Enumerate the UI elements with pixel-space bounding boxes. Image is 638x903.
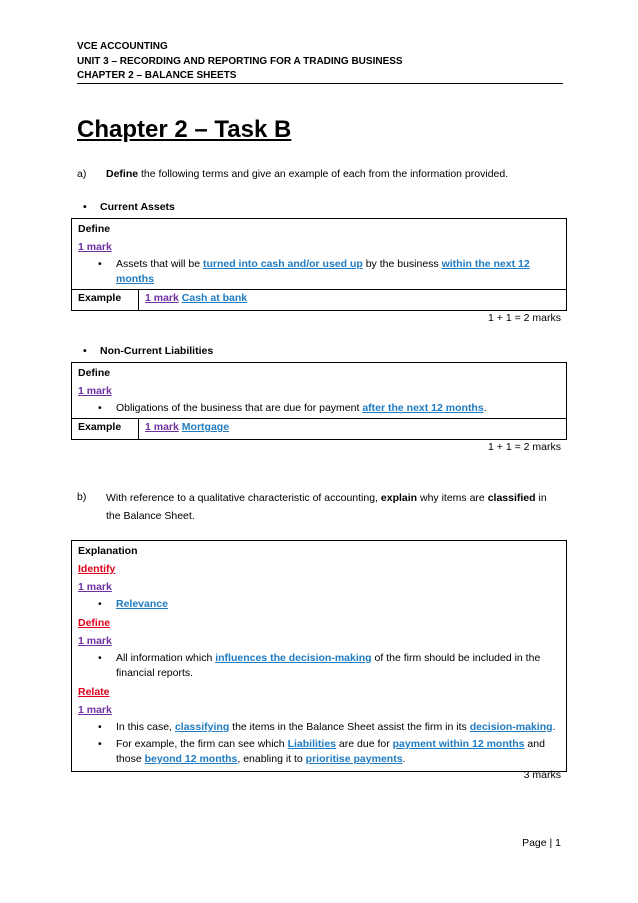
example-answer: 1 mark Mortgage (145, 421, 230, 433)
header-unit: UNIT 3 – RECORDING AND REPORTING FOR A TRADING BUSINESS (77, 55, 403, 67)
marks-allocation: 1 + 1 = 2 marks (488, 441, 561, 453)
page-number: Page | 1 (522, 837, 561, 849)
header-subject: VCE ACCOUNTING (77, 41, 168, 52)
identify-bullet: • Relevance (72, 597, 566, 612)
define-label: Define (78, 367, 111, 379)
question-a-label: a) (77, 168, 87, 180)
relate-heading: Relate (78, 686, 110, 698)
define-bullet: • All information which influences the decision-making of the firm should be included in the financial reports. (72, 651, 566, 681)
non-current-liabilities-heading: • Non-Current Liabilities (83, 345, 214, 357)
question-b-label: b) (77, 491, 87, 503)
example-answer: 1 mark Cash at bank (145, 292, 248, 304)
mark-label: 1 mark (78, 241, 112, 253)
example-label: Example (78, 292, 122, 304)
definition-bullet: • Assets that will be turned into cash and/or used up by the business within the next 12 months (72, 257, 566, 287)
header-chapter: CHAPTER 2 – BALANCE SHEETS (77, 70, 237, 81)
explanation-title: Explanation (78, 545, 138, 557)
example-row (72, 418, 566, 439)
page-title: Chapter 2 – Task B (77, 116, 292, 143)
mark-label: 1 mark (78, 581, 112, 593)
mark-label: 1 mark (78, 385, 112, 397)
relate-bullet-1: • In this case, classifying the items in the Balance Sheet assist the firm in its decision-making. (72, 720, 566, 735)
example-label: Example (78, 421, 122, 433)
mark-label: 1 mark (78, 704, 112, 716)
relate-bullet-2: • For example, the firm can see which Liabilities are due for payment within 12 months and those beyond 12 months, enabling it to prioritise payments. (72, 737, 566, 767)
marks-allocation: 1 + 1 = 2 marks (488, 312, 561, 324)
define-label: Define (78, 223, 111, 235)
current-assets-box (71, 218, 567, 311)
marks-allocation: 3 marks (523, 769, 561, 781)
question-a-text: Define the following terms and give an example of each from the information provided. (106, 168, 509, 180)
question-b (77, 489, 567, 523)
current-assets-heading: • Current Assets (83, 201, 175, 213)
document-header (77, 40, 563, 84)
example-row (72, 289, 566, 310)
mark-label: 1 mark (78, 635, 112, 647)
question-b-text: With reference to a qualitative characteristic of accounting, explain why items are classified in the Balance Sheet. (106, 492, 547, 522)
non-current-liabilities-box (71, 362, 567, 440)
header-divider (77, 83, 563, 84)
definition-bullet: • Obligations of the business that are due for payment after the next 12 months. (72, 401, 566, 416)
define-heading: Define (78, 617, 111, 629)
identify-heading: Identify (78, 563, 116, 575)
explanation-box (71, 540, 567, 772)
